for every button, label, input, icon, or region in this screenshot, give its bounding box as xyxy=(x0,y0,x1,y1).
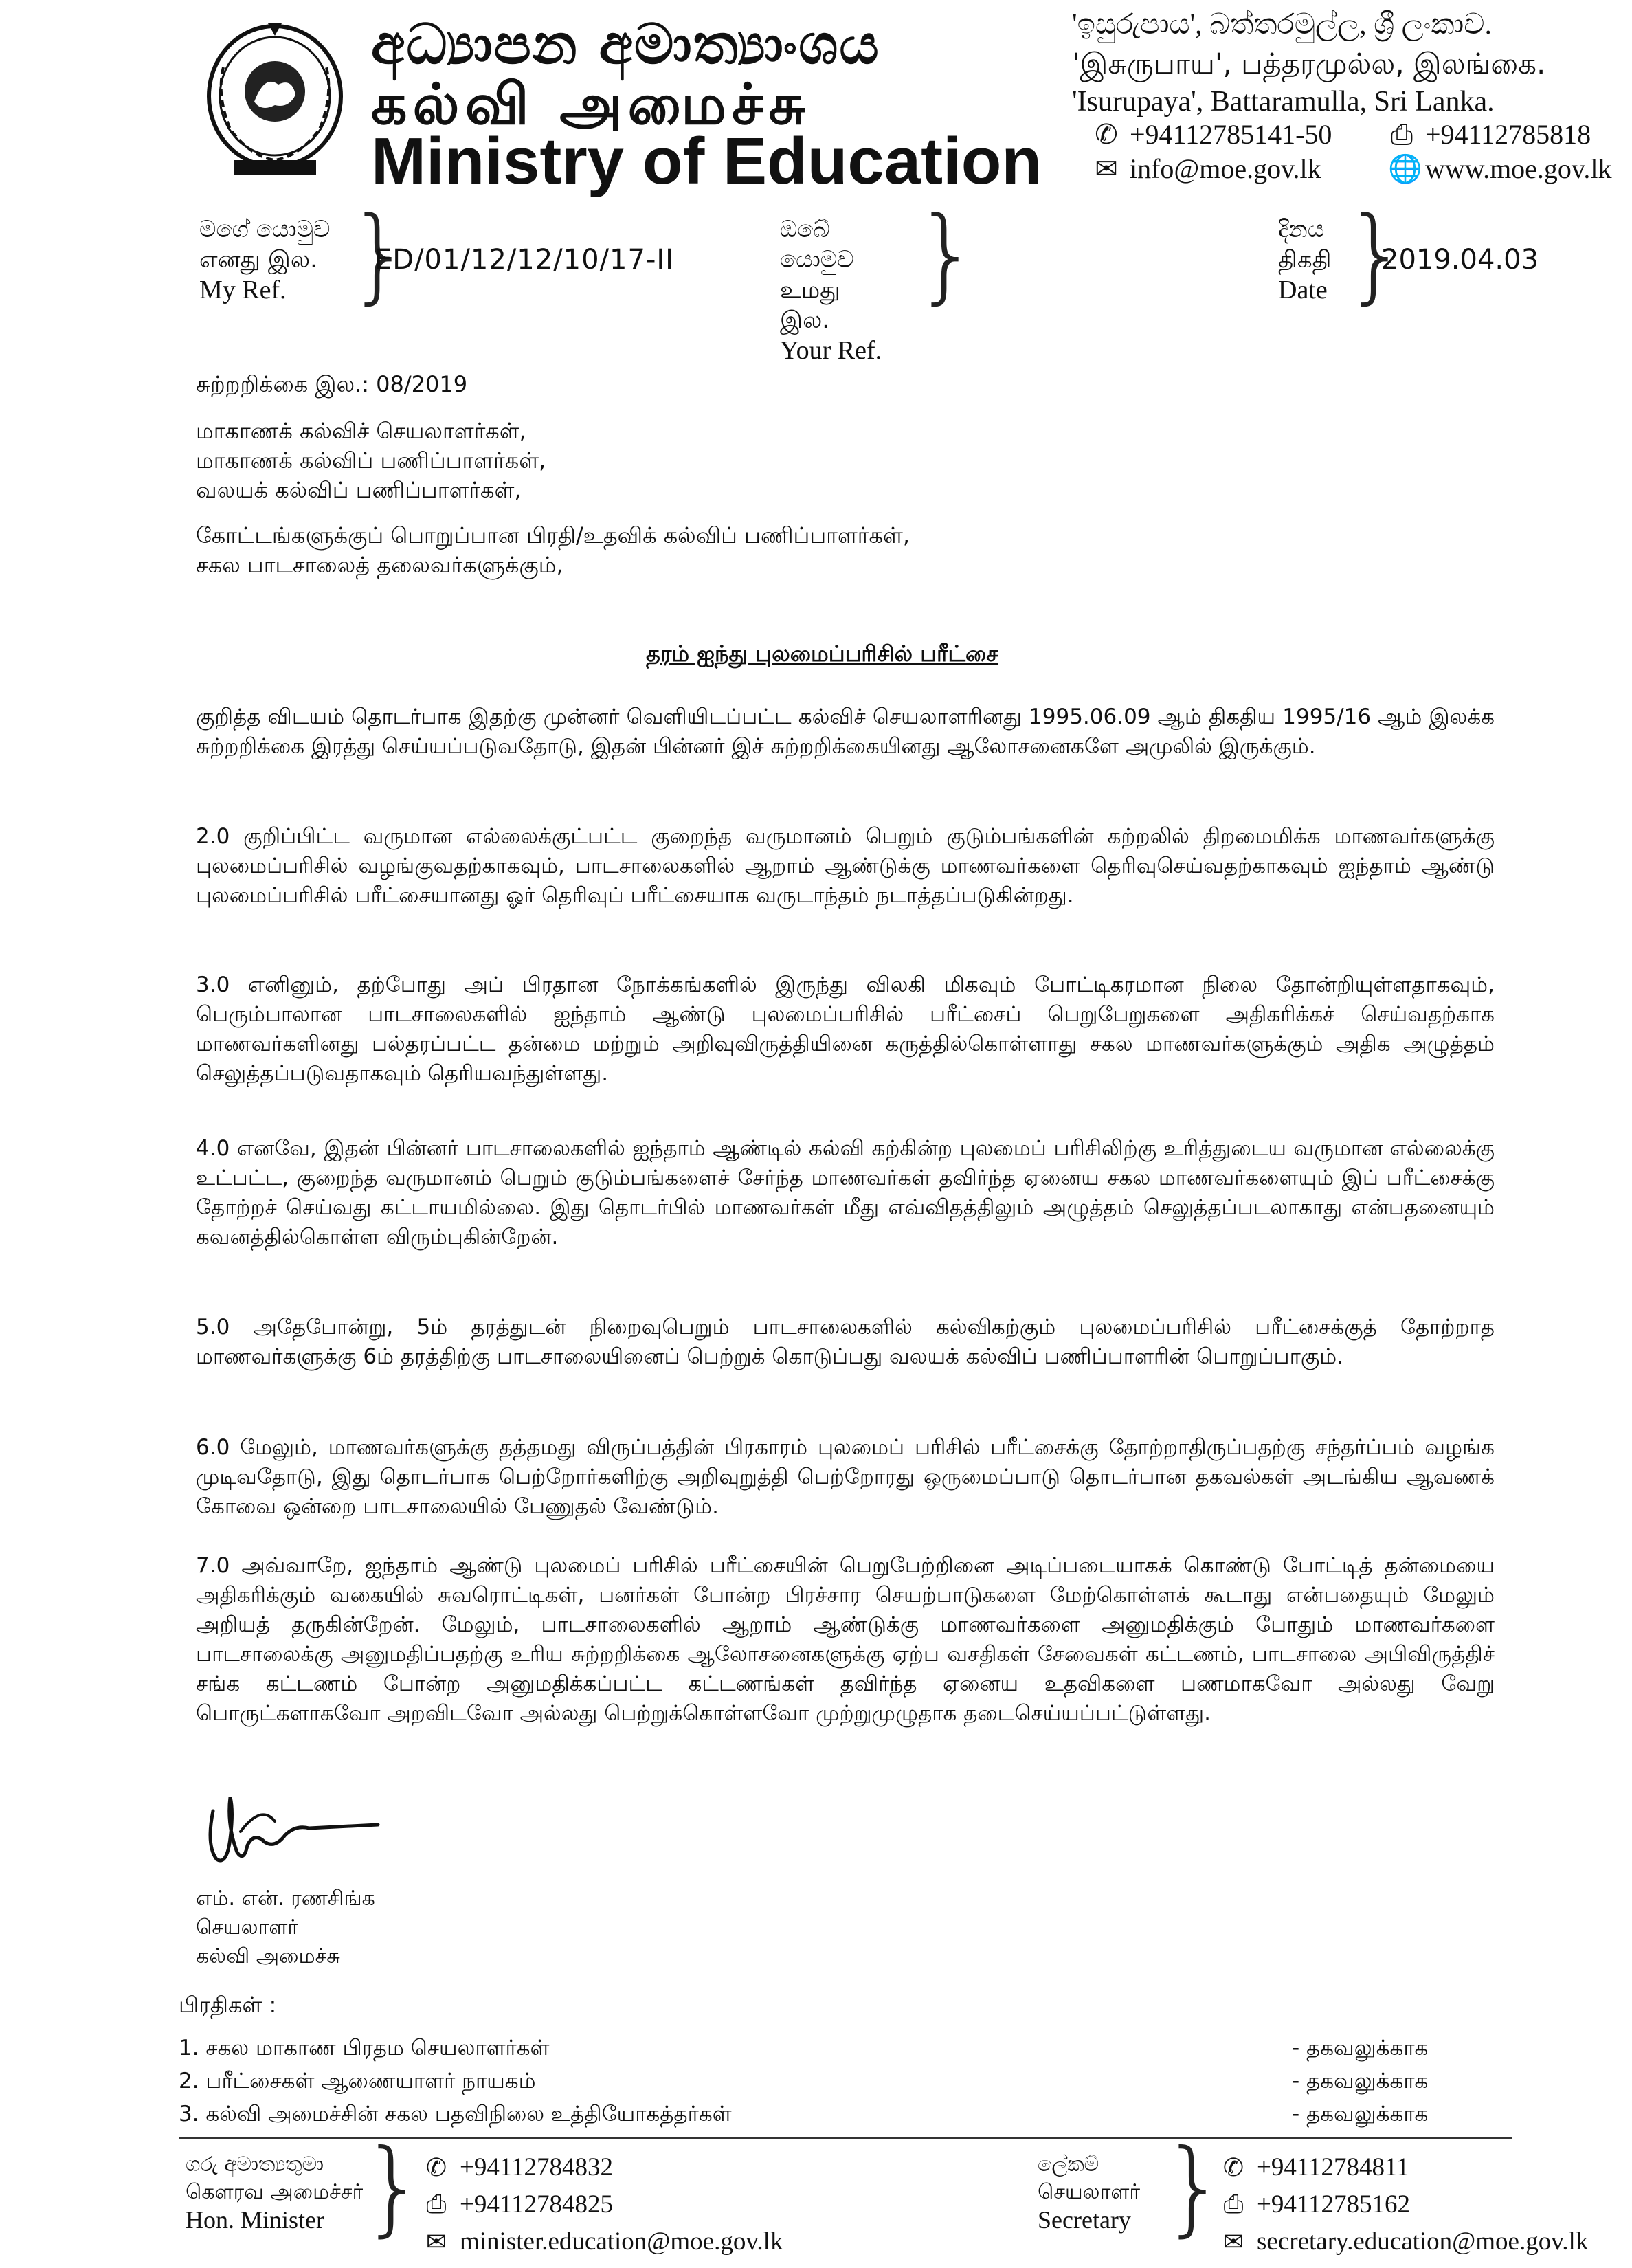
body-paragraph: 5.0 அதேபோன்று, 5ம் தரத்துடன் நிறைவுபெறும் பாடசாலைகளில் கல்விகற்கும் புலமைப்பரிசில் பரீட்சைக்குத் தோற்றாத மாணவர்களுக்கு 6ம் தரத்திற்கு பாடசாலையினைப் பெற்றுக் கொடுப்பது வலயக் கல்விப் பணிப்பாளரின் பொறுப்பாகும். xyxy=(196,1315,1495,1369)
email-icon: ✉ xyxy=(425,2227,447,2256)
body-paragraph: 2.0 குறிப்பிட்ட வருமான எல்லைக்குட்பட்ட குறைந்த வருமானம் பெறும் குடும்பங்களின் கற்றலில் திறமைமிக்க மாணவர்களுக்கு புலமைப்பரிசில் வழங்குவதற்காகவும், பாடசாலைகளில் ஆறாம் ஆண்டுக்கு மாணவர்களை தெரிவுசெய்வதற்காகவும் ஐந்தாம் ஆண்டு புலமைப்பரிசில் பரீட்சையானது ஓர் தெரிவுப் பரீட்சையாக வருடாந்தம் நடாத்தப்படுகின்றது. xyxy=(196,824,1495,908)
minister-label-en: Hon. Minister xyxy=(186,2206,324,2234)
fax-icon: ⎙ xyxy=(1223,2190,1244,2218)
copy-purpose: - தகவலுக்காக xyxy=(1292,2102,1429,2126)
minister-fax-number: +94112784825 xyxy=(460,2190,613,2219)
address-tamil: 'இசுருபாய', பத்தரமுல்ல, இலங்கை. xyxy=(1072,47,1546,80)
globe-icon: 🌐 xyxy=(1388,153,1422,184)
header-fax-number: +94112785818 xyxy=(1425,119,1591,150)
signatory-organization: கல்வி அமைச்சு xyxy=(196,1944,340,1968)
date-label-si: දිනය xyxy=(1278,216,1325,243)
header-website[interactable] xyxy=(1388,153,1611,185)
minister-label xyxy=(186,2151,385,2234)
secretary-label-ta: செயலாளர் xyxy=(1038,2180,1141,2204)
your-ref-label-en: Your Ref. xyxy=(780,336,882,365)
ministry-emblem-logo xyxy=(196,19,354,184)
handwritten-signature xyxy=(199,1783,385,1880)
signatory-name: எம். என். ரணசிங்க xyxy=(196,1887,375,1911)
header-phone xyxy=(1093,118,1332,151)
minister-phone xyxy=(423,2153,613,2182)
copies-heading: பிரதிகள் : xyxy=(179,1992,277,2018)
your-ref-label-ta: உமது இல. xyxy=(780,276,840,334)
copy-purpose: - தகவலுக்காக xyxy=(1292,2069,1429,2093)
minister-label-ta: கௌரவ அமைச்சர் xyxy=(186,2180,364,2204)
secretary-email[interactable] xyxy=(1220,2227,1588,2256)
recipient-line: சகல பாடசாலைத் தலைவர்களுக்கும், xyxy=(196,552,563,578)
recipient-line: கோட்டங்களுக்குப் பொறுப்பான பிரதி/உதவிக் கல்விப் பணிப்பாளர்கள், xyxy=(196,522,910,548)
body-paragraph: 4.0 எனவே, இதன் பின்னர் பாடசாலைகளில் ஐந்தாம் ஆண்டில் கல்வி கற்கின்ற புலமைப் பரிசிலிற்கு உரித்துடைய வருமான எல்லைக்கு உட்பட்ட, குறைந்த வருமானம் பெறும் குடும்பங்களைச் சேர்ந்த மாணவர்கள் தவிர்ந்த ஏனைய சகல மாணவர்களையும் இப் பரீட்சைக்கு தோற்றச் செய்வது கட்டாயமில்லை. இது தொடர்பில் மாணவர்கள் மீது எவ்விதத்திலும் அழுத்தம் செலுத்தப்படலாகாது என்பதனையும் கவனத்தில்கொள்ள விரும்புகின்றேன். xyxy=(196,1136,1495,1249)
minister-email-address[interactable]: minister.education@moe.gov.lk xyxy=(460,2227,783,2256)
minister-label-si: ගරු අමාත්‍යතුමා xyxy=(186,2153,324,2177)
secretary-label xyxy=(1038,2151,1168,2234)
secretary-email-address[interactable]: secretary.education@moe.gov.lk xyxy=(1257,2227,1589,2256)
header-website-url[interactable]: www.moe.gov.lk xyxy=(1425,153,1612,184)
my-ref-value: ED/01/12/12/10/17-II xyxy=(375,244,674,276)
date-label-ta: திகதி xyxy=(1278,246,1332,274)
ministry-name-tamil: கல்வி அமைச்சு xyxy=(371,72,811,137)
your-ref-brace: } xyxy=(914,195,980,315)
body-paragraph: 7.0 அவ்வாறே, ஐந்தாம் ஆண்டு புலமைப் பரிசில் பரீட்சையின் பெறுபேற்றினை அடிப்படையாகக் கொண்டு போட்டித் தன்மையை அதிகரிக்கும் வகையில் சுவரொட்டிகள், பனர்கள் போன்ற பிரச்சார செயற்பாடுகளை மேற்கொள்ளக் கூடாது என்பதையும் மேலும் அறியத் தருகின்றேன். மேலும், பாடசாலைகளில் ஆறாம் ஆண்டுக்கு மாணவர்களை அனுமதிக்கும் போதும் மாணவர்களை பாடசாலைக்கு அனுமதிப்பதற்கு உரிய சுற்றறிக்கை ஆலோசனைகளுக்கு ஏற்ப வசதிகள் சேவைகள் கட்டணம், பாடசாலை அபிவிருத்திச் சங்க கட்டணம் போன்ற அனுமதிக்கப்பட்ட கட்டணங்கள் தவிர்ந்த ஏனைய உதவிகளை பணமாகவோ அல்லது வேறு பொருட்களாகவோ அறவிடவோ அல்லது பெற்றுக்கொள்ளவோ முற்றுமுழுதாக தடைசெய்யப்பட்டுள்ளது. xyxy=(196,1553,1495,1726)
address-english: 'Isurupaya', Battaramulla, Sri Lanka. xyxy=(1072,86,1495,118)
secretary-brace: } xyxy=(1161,2128,1227,2247)
body-paragraph: 3.0 எனினும், தற்போது அப் பிரதான நோக்கங்களில் இருந்து விலகி மிகவும் போட்டிகரமான நிலை தோன்றியுள்ளதாகவும், பெரும்பாலான பாடசாலைகளில் ஐந்தாம் ஆண்டு புலமைப்பரிசில் பரீட்சைப் பெறுபேறுகளை அதிகரிக்கச் செய்வதற்காக மாணவர்களினது பல்தரப்பட்ட தன்மை மற்றும் அறிவுவிருத்தியினை கருத்தில்கொள்ளாது சகல மாணவர்களுக்கும் அதிக அழுத்தம் செலுத்தப்படுவதாகவும் தெரியவந்துள்ளது. xyxy=(196,972,1495,1086)
phone-icon: ✆ xyxy=(1095,119,1118,150)
secretary-fax xyxy=(1220,2190,1410,2219)
secretary-phone-number: +94112784811 xyxy=(1257,2153,1409,2181)
email-icon: ✉ xyxy=(1222,2227,1244,2256)
signatory-title: செயலாளர் xyxy=(196,1915,299,1939)
copy-recipient: 1. சகல மாகாண பிரதம செயலாளர்கள் xyxy=(179,2036,550,2060)
my-ref-label-si: මගේ යොමුව xyxy=(199,216,331,243)
header-phone-number: +94112785141-50 xyxy=(1130,119,1332,150)
my-ref-label-ta: எனது இல. xyxy=(199,246,317,274)
minister-fax xyxy=(423,2190,613,2219)
recipient-line: வலயக் கல்விப் பணிப்பாளர்கள், xyxy=(196,477,522,503)
your-ref-label xyxy=(780,214,897,366)
copy-recipient: 3. கல்வி அமைச்சின் சகல பதவிநிலை உத்தியோகத்தர்கள் xyxy=(179,2102,732,2126)
phone-icon: ✆ xyxy=(425,2153,447,2181)
secretary-phone xyxy=(1220,2153,1409,2182)
body-paragraph: குறித்த விடயம் தொடர்பாக இதற்கு முன்னர் வெளியிடப்பட்ட கல்விச் செயலாளரினது 1995.06.09 ஆம் திகதிய 1995/16 ஆம் இலக்க சுற்றறிக்கை இரத்து செய்யப்படுவதோடு, இதன் பின்னர் இச் சுற்றறிக்கையினது ஆலோசனைகளே அமுலில் இருக்கும். xyxy=(196,704,1495,759)
date-label-en: Date xyxy=(1278,276,1328,304)
minister-brace: } xyxy=(361,2128,427,2247)
phone-icon: ✆ xyxy=(1222,2153,1244,2181)
recipient-line: மாகாணக் கல்விச் செயலாளர்கள், xyxy=(196,418,526,444)
recipient-line: மாகாணக் கல்விப் பணிப்பாளர்கள், xyxy=(196,447,546,474)
header-email-address[interactable]: info@moe.gov.lk xyxy=(1130,153,1321,184)
copy-purpose: - தகவலுக்காக xyxy=(1292,2036,1429,2060)
secretary-label-en: Secretary xyxy=(1038,2206,1131,2234)
secretary-label-si: ලේකම් xyxy=(1038,2153,1099,2177)
email-icon: ✉ xyxy=(1095,153,1118,184)
my-ref-brace: } xyxy=(347,195,413,315)
header-email[interactable] xyxy=(1093,153,1321,185)
letter-subject: தரம் ஐந்து புலமைப்பரிசில் பரீட்சை xyxy=(646,641,999,667)
fax-icon: ⎙ xyxy=(426,2190,447,2218)
header-fax xyxy=(1388,118,1591,151)
your-ref-label-si: ඔබේ යොමුව xyxy=(780,216,854,274)
my-ref-label xyxy=(199,214,357,305)
date-value: 2019.04.03 xyxy=(1381,244,1539,276)
ministry-name-sinhala: අධ්‍යාපන අමාත්‍යාංශය xyxy=(371,12,880,76)
secretary-fax-number: +94112785162 xyxy=(1257,2190,1410,2219)
my-ref-label-en: My Ref. xyxy=(199,276,287,304)
ministry-name-english: Ministry of Education xyxy=(371,124,1042,198)
minister-phone-number: +94112784832 xyxy=(460,2153,613,2181)
date-brace: } xyxy=(1343,195,1409,315)
fax-icon: ⎙ xyxy=(1391,119,1413,150)
circular-number: சுற்றறிக்கை இல.: 08/2019 xyxy=(196,371,468,397)
minister-email[interactable] xyxy=(423,2227,783,2256)
address-sinhala: 'ඉසුරුපාය', බත්තරමුල්ල, ශ්‍රී ලංකාව. xyxy=(1072,9,1492,41)
copy-recipient: 2. பரீட்சைகள் ஆணையாளர் நாயகம் xyxy=(179,2069,536,2093)
body-paragraph: 6.0 மேலும், மாணவர்களுக்கு தத்தமது விருப்பத்தின் பிரகாரம் புலமைப் பரிசில் பரீட்சைக்கு தோற்றாதிருப்பதற்கு சந்தர்ப்பம் வழங்க முடிவதோடு, இது தொடர்பாக பெற்றோர்களிற்கு அறிவுறுத்தி பெற்றோரது ஒருமைப்பாடு தொடர்பான தகவல்கள் அடங்கிய ஆவணக் கோவை ஒன்றை பாடசாலையில் பேணுதல் வேண்டும். xyxy=(196,1435,1495,1519)
